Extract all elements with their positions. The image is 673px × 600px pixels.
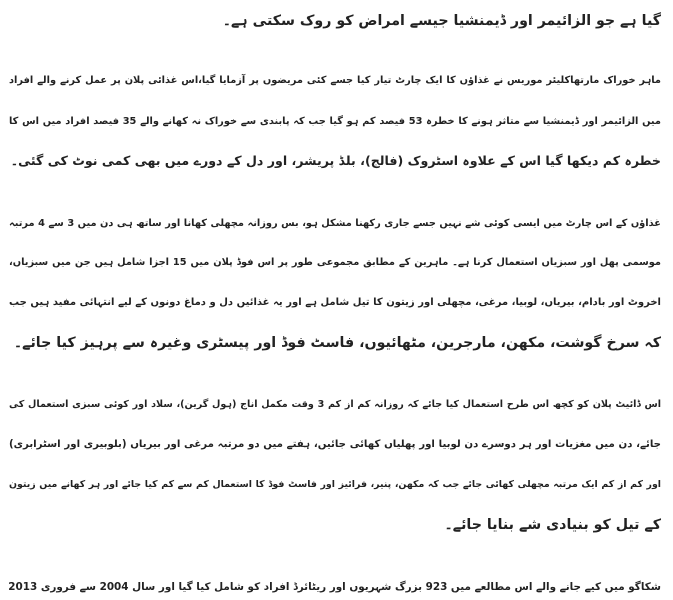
paragraph-4-line-2: جائے، دن میں مغزیات اور ہر دوسرے دن لوبیا اور پھلیاں کھائی جائیں، ہفتے میں دو مرتبہ مرغی اور بیریاں (بلوبیری اور اسٹرابری): [9, 439, 661, 450]
paragraph-1-line-1: گیا ہے جو الزائیمر اور ڈیمنشیا جیسے امراض کو روک سکتی ہے۔: [222, 13, 661, 29]
paragraph-2-line-1: ماہر خوراک مارتھاکلیئر موریس نے غذاؤں کا ایک چارٹ تیار کیا جسے کئی مریضوں پر آزمایا گیا،اس غذائی پلان پر عمل کرنے والے افراد: [9, 75, 661, 86]
paragraph-3-line-3: اخروٹ اور بادام، بیریاں، لوبیا، مرغی، مچھلی اور زیتون کا تیل شامل ہے اور یہ غذائیں دل و دماغ دونوں کے لیے انتہائی مفید ہیں جب: [9, 297, 661, 308]
paragraph-2-line-3: خطرہ کم دیکھا گیا اس کے علاوہ اسٹروک (فالج)، بلڈ پریشر، اور دل کے دورے میں بھی کمی نوٹ کی گئی۔: [10, 153, 661, 168]
paragraph-3-line-4: کہ سرخ گوشت، مکھن، مارجرین، مٹھائیوں، فاسٹ فوڈ اور پیسٹری وغیرہ سے پرہیز کیا جائے۔: [13, 335, 661, 351]
paragraph-4-line-4: کے تیل کو بنیادی شے بنایا جائے۔: [444, 517, 661, 533]
paragraph-5-line-1: شکاگو میں کیے جانے والے اس مطالعے میں 923 بزرگ شہریوں اور ریٹائرڈ افراد کو شامل کیا گیا اور سال 2004 سے فروری 2013: [8, 581, 661, 593]
paragraph-4-line-1: اس ڈائیٹ پلان کو کچھ اس طرح استعمال کیا جائے کہ روزانہ کم از کم 3 وقت مکمل اناج (ہول گرین)، سلاد اور کوئی سبزی استعمال کی: [9, 399, 661, 410]
paragraph-3-line-2: موسمی پھل اور سبزیاں استعمال کرنا ہے۔ ماہرین کے مطابق مجموعی طور پر اس فوڈ پلان میں 15 اجزا شامل ہیں جن میں سبزیاں،: [9, 257, 661, 268]
paragraph-2-line-2: میں الزائیمر اور ڈیمنشیا سے متاثر ہونے کا خطرہ 53 فیصد کم ہو گیا جب کہ پابندی سے خوراک نہ کھانے والے 35 فیصد افراد میں اس کا: [9, 116, 661, 127]
paragraph-4-line-3: اور کم از کم ایک مرتبہ مچھلی کھائی جائے جب کہ مکھن، پنیر، فرائیز اور فاسٹ فوڈ کا استعمال کم سے کم کیا جائے اور ہر کھانے میں زیتون: [9, 479, 661, 490]
paragraph-3-line-1: غذاؤں کے اس چارٹ میں ایسی کوئی شے نہیں جسے جاری رکھنا مشکل ہو، بس روزانہ مچھلی کھانا اور ساتھ ہی دن میں 3 سے 4 مرتبہ: [9, 218, 661, 229]
